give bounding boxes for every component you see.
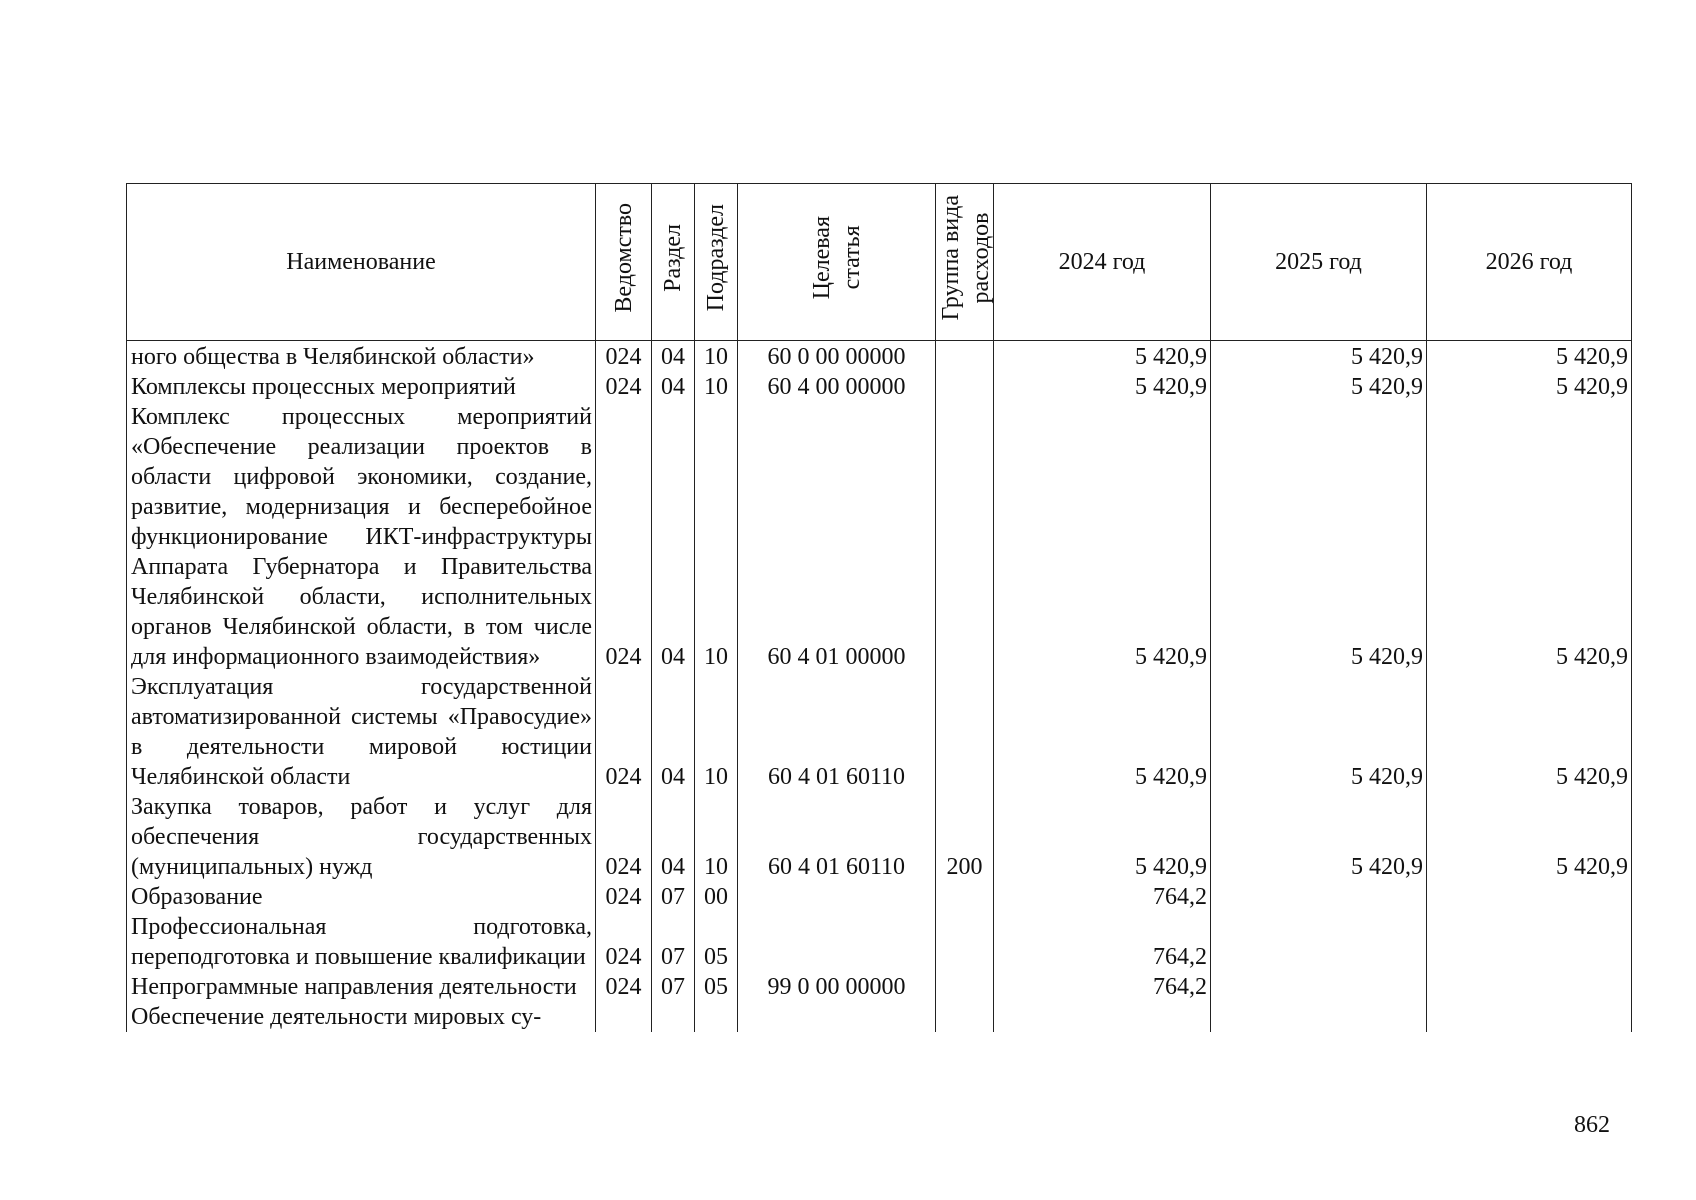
table-row (127, 341, 1632, 373)
cell-2024: 5 420,9 (994, 402, 1211, 672)
cell-2025 (1211, 972, 1427, 1002)
cell-gruppa (936, 1002, 994, 1032)
table-row (127, 792, 1632, 882)
cell-celevaya-statya: 60 4 01 60110 (738, 672, 936, 792)
cell-2024: 5 420,9 (994, 672, 1211, 792)
cell-celevaya-statya: 99 0 00 00000 (738, 972, 936, 1002)
table-row (127, 1002, 1632, 1032)
cell-podrazdel: 10 (695, 402, 738, 672)
header-row (127, 184, 1632, 341)
cell-name: Закупка товаров, работ и услуг для обеспечения государственных (муниципальных) нужд (127, 792, 596, 882)
header-razdel: Раздел (652, 184, 695, 341)
cell-celevaya-statya (738, 882, 936, 912)
cell-razdel: 04 (652, 341, 695, 373)
cell-razdel: 04 (652, 402, 695, 672)
cell-razdel: 04 (652, 792, 695, 882)
cell-razdel: 07 (652, 972, 695, 1002)
cell-2026: 5 420,9 (1427, 672, 1632, 792)
cell-vedomstvo: 024 (596, 402, 652, 672)
cell-vedomstvo: 024 (596, 672, 652, 792)
cell-gruppa (936, 972, 994, 1002)
cell-2024: 764,2 (994, 972, 1211, 1002)
cell-vedomstvo: 024 (596, 912, 652, 972)
cell-gruppa: 200 (936, 792, 994, 882)
cell-celevaya-statya: 60 4 01 00000 (738, 402, 936, 672)
cell-2025: 5 420,9 (1211, 672, 1427, 792)
cell-razdel: 04 (652, 672, 695, 792)
cell-vedomstvo: 024 (596, 972, 652, 1002)
cell-podrazdel: 00 (695, 882, 738, 912)
cell-gruppa (936, 372, 994, 402)
cell-podrazdel (695, 1002, 738, 1032)
cell-podrazdel: 10 (695, 341, 738, 373)
header-2026: 2026 год (1427, 184, 1632, 341)
cell-2026: 5 420,9 (1427, 372, 1632, 402)
cell-2024: 5 420,9 (994, 341, 1211, 373)
cell-2024: 5 420,9 (994, 372, 1211, 402)
cell-name: Профессиональная подготовка, переподготовка и повышение квалификации (127, 912, 596, 972)
cell-2025 (1211, 1002, 1427, 1032)
cell-2024 (994, 1002, 1211, 1032)
header-2025: 2025 год (1211, 184, 1427, 341)
cell-razdel: 07 (652, 912, 695, 972)
cell-2026: 5 420,9 (1427, 792, 1632, 882)
cell-2025: 5 420,9 (1211, 402, 1427, 672)
cell-podrazdel: 10 (695, 792, 738, 882)
cell-2025 (1211, 882, 1427, 912)
cell-2026 (1427, 972, 1632, 1002)
cell-vedomstvo: 024 (596, 882, 652, 912)
table-row (127, 672, 1632, 792)
cell-razdel: 07 (652, 882, 695, 912)
cell-celevaya-statya (738, 1002, 936, 1032)
cell-name: Комплексы процессных мероприятий (127, 372, 596, 402)
cell-2026: 5 420,9 (1427, 341, 1632, 373)
cell-2024: 5 420,9 (994, 792, 1211, 882)
cell-name: Обеспечение деятельности мировых су- (127, 1002, 596, 1032)
cell-2025: 5 420,9 (1211, 372, 1427, 402)
cell-celevaya-statya: 60 0 00 00000 (738, 341, 936, 373)
cell-2024: 764,2 (994, 912, 1211, 972)
cell-vedomstvo: 024 (596, 372, 652, 402)
cell-2026: 5 420,9 (1427, 402, 1632, 672)
cell-name: Образование (127, 882, 596, 912)
cell-gruppa (936, 882, 994, 912)
cell-celevaya-statya: 60 4 01 60110 (738, 792, 936, 882)
cell-2026 (1427, 1002, 1632, 1032)
budget-table (126, 183, 1632, 1032)
header-vedomstvo: Ведомство (596, 184, 652, 341)
cell-vedomstvo (596, 1002, 652, 1032)
cell-gruppa (936, 672, 994, 792)
table-row (127, 372, 1632, 402)
cell-name: Непрограммные направления деятельности (127, 972, 596, 1002)
table-row (127, 972, 1632, 1002)
cell-vedomstvo: 024 (596, 341, 652, 373)
cell-name: Эксплуатация государственной автоматизированной системы «Правосудие» в деятельности мировой юстиции Челябинской области (127, 672, 596, 792)
table-row (127, 882, 1632, 912)
cell-celevaya-statya (738, 912, 936, 972)
header-name: Наименование (127, 184, 596, 341)
cell-2025: 5 420,9 (1211, 341, 1427, 373)
cell-razdel (652, 1002, 695, 1032)
cell-gruppa (936, 912, 994, 972)
cell-razdel: 04 (652, 372, 695, 402)
cell-celevaya-statya: 60 4 00 00000 (738, 372, 936, 402)
cell-podrazdel: 10 (695, 372, 738, 402)
cell-gruppa (936, 402, 994, 672)
table-row (127, 402, 1632, 672)
cell-2025: 5 420,9 (1211, 792, 1427, 882)
table-body (127, 341, 1632, 1033)
table-row (127, 912, 1632, 972)
header-2024: 2024 год (994, 184, 1211, 341)
cell-name: Комплекс процессных мероприятий «Обеспечение реализации проектов в области цифровой экономики, создание, развитие, модернизация и бесперебойное функционирование ИКТ-инфраструктуры Аппарата Губернатора и Правительства Челябинской области, исполнительных органов Челябинской области, в том числе для информационного взаимодействия» (127, 402, 596, 672)
header-gruppa-vida-rashodov: Группа вида расходов (936, 184, 994, 341)
cell-podrazdel: 05 (695, 912, 738, 972)
cell-name: ного общества в Челябинской области» (127, 341, 596, 373)
page-number: 862 (1574, 1112, 1610, 1138)
cell-podrazdel: 10 (695, 672, 738, 792)
cell-vedomstvo: 024 (596, 792, 652, 882)
header-celevaya-statya: Целевая статья (738, 184, 936, 341)
cell-2025 (1211, 912, 1427, 972)
cell-2026 (1427, 912, 1632, 972)
cell-2026 (1427, 882, 1632, 912)
header-podrazdel: Подраздел (695, 184, 738, 341)
cell-gruppa (936, 341, 994, 373)
cell-podrazdel: 05 (695, 972, 738, 1002)
cell-2024: 764,2 (994, 882, 1211, 912)
